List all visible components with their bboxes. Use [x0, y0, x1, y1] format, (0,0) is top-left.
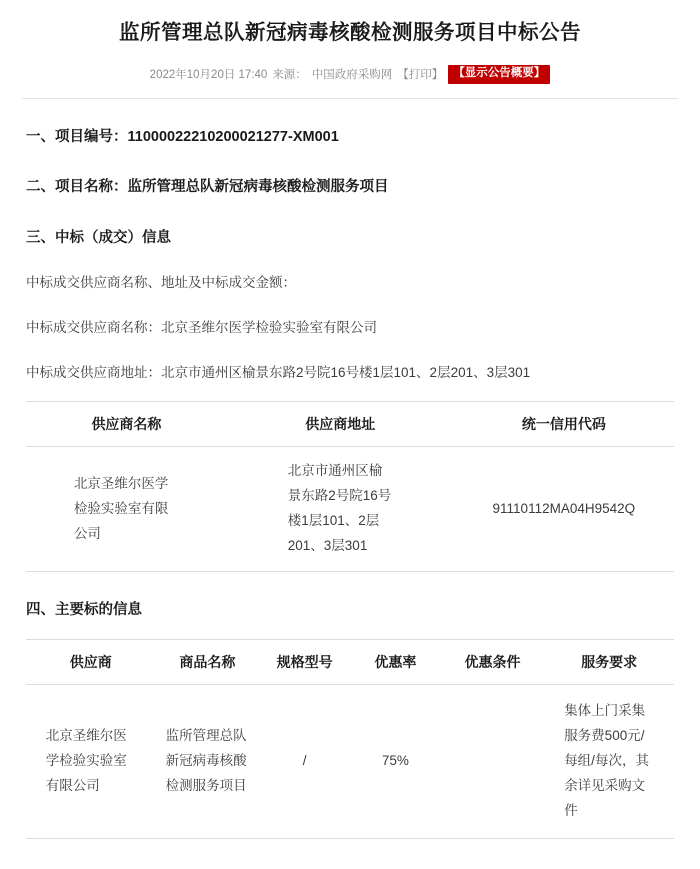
award-supplier-address-text: 中标成交供应商地址：北京市通州区榆景东路2号院16号楼1层101、2层201、3层301 [26, 365, 531, 381]
cell-goods-name-text: 监所管理总队新冠病毒核酸检测服务项目 [165, 727, 247, 793]
section-project-number [26, 125, 674, 150]
column-credit-code: 统一信用代码 [454, 402, 674, 447]
page-title: 监所管理总队新冠病毒核酸检测服务项目中标公告 [119, 21, 581, 44]
column-discount-rate: 优惠率 [350, 639, 441, 684]
column-supplier: 供应商 [26, 639, 156, 684]
table-row [26, 684, 674, 838]
section-project-name [26, 175, 674, 200]
cell-goods-name [156, 684, 260, 838]
column-supplier-address: 供应商地址 [227, 402, 454, 447]
column-goods-name: 商品名称 [156, 639, 260, 684]
cell-supplier-text: 北京圣维尔医学检验实验室有限公司 [45, 727, 127, 793]
header-divider [22, 98, 678, 99]
column-supplier-name: 供应商名称 [26, 402, 227, 447]
cell-service-requirement [544, 684, 674, 838]
print-link[interactable]: 【打印】 [397, 69, 444, 82]
show-summary-badge[interactable]: 【显示公告概要】 [448, 65, 550, 84]
cell-supplier [26, 684, 156, 838]
main-items-table [26, 639, 674, 839]
meta-row [0, 49, 700, 98]
cell-spec-model: / [259, 684, 350, 838]
table-header-row [26, 639, 674, 684]
source-label: 来源： [272, 69, 307, 82]
cell-supplier-name [26, 447, 227, 572]
award-supplier-name-text: 中标成交供应商名称：北京圣维尔医学检验实验室有限公司 [26, 320, 377, 336]
section-project-number-value: 11000022210200021277-XM001 [127, 128, 339, 145]
section-project-name-value: 监所管理总队新冠病毒核酸检测服务项目 [127, 179, 389, 196]
source-name: 中国政府采购网 [311, 69, 393, 82]
award-intro-text: 中标成交供应商名称、地址及中标成交金额： [26, 275, 296, 291]
cell-discount-rate: 75% [350, 684, 441, 838]
cell-discount-condition [441, 684, 545, 838]
cell-supplier-name-text: 北京圣维尔医学检验实验室有限公司 [73, 475, 169, 541]
column-spec-model: 规格型号 [259, 639, 350, 684]
cell-supplier-address-text: 北京市通州区榆景东路2号院16号楼1层101、2层201、3层301 [287, 463, 392, 554]
section-main-items-heading: 四、主要标的信息 [26, 602, 142, 619]
section-project-number-label: 一、项目编号： [26, 128, 128, 145]
announcement-body [0, 125, 700, 869]
cell-service-requirement-text: 集体上门采集服务费500元/每组/每次，其余详见采购文件 [564, 702, 649, 818]
section-project-name-label: 二、项目名称： [26, 179, 128, 196]
table-row [26, 447, 674, 572]
publish-datetime: 2022年10月20日 17:40 [149, 69, 268, 82]
supplier-table [26, 401, 674, 572]
section-award-info-heading: 三、中标（成交）信息 [26, 229, 171, 246]
column-discount-condition: 优惠条件 [441, 639, 545, 684]
table-header-row [26, 402, 674, 447]
column-service-requirement: 服务要求 [544, 639, 674, 684]
cell-credit-code: 91110112MA04H9542Q [454, 447, 674, 572]
cell-supplier-address [227, 447, 454, 572]
